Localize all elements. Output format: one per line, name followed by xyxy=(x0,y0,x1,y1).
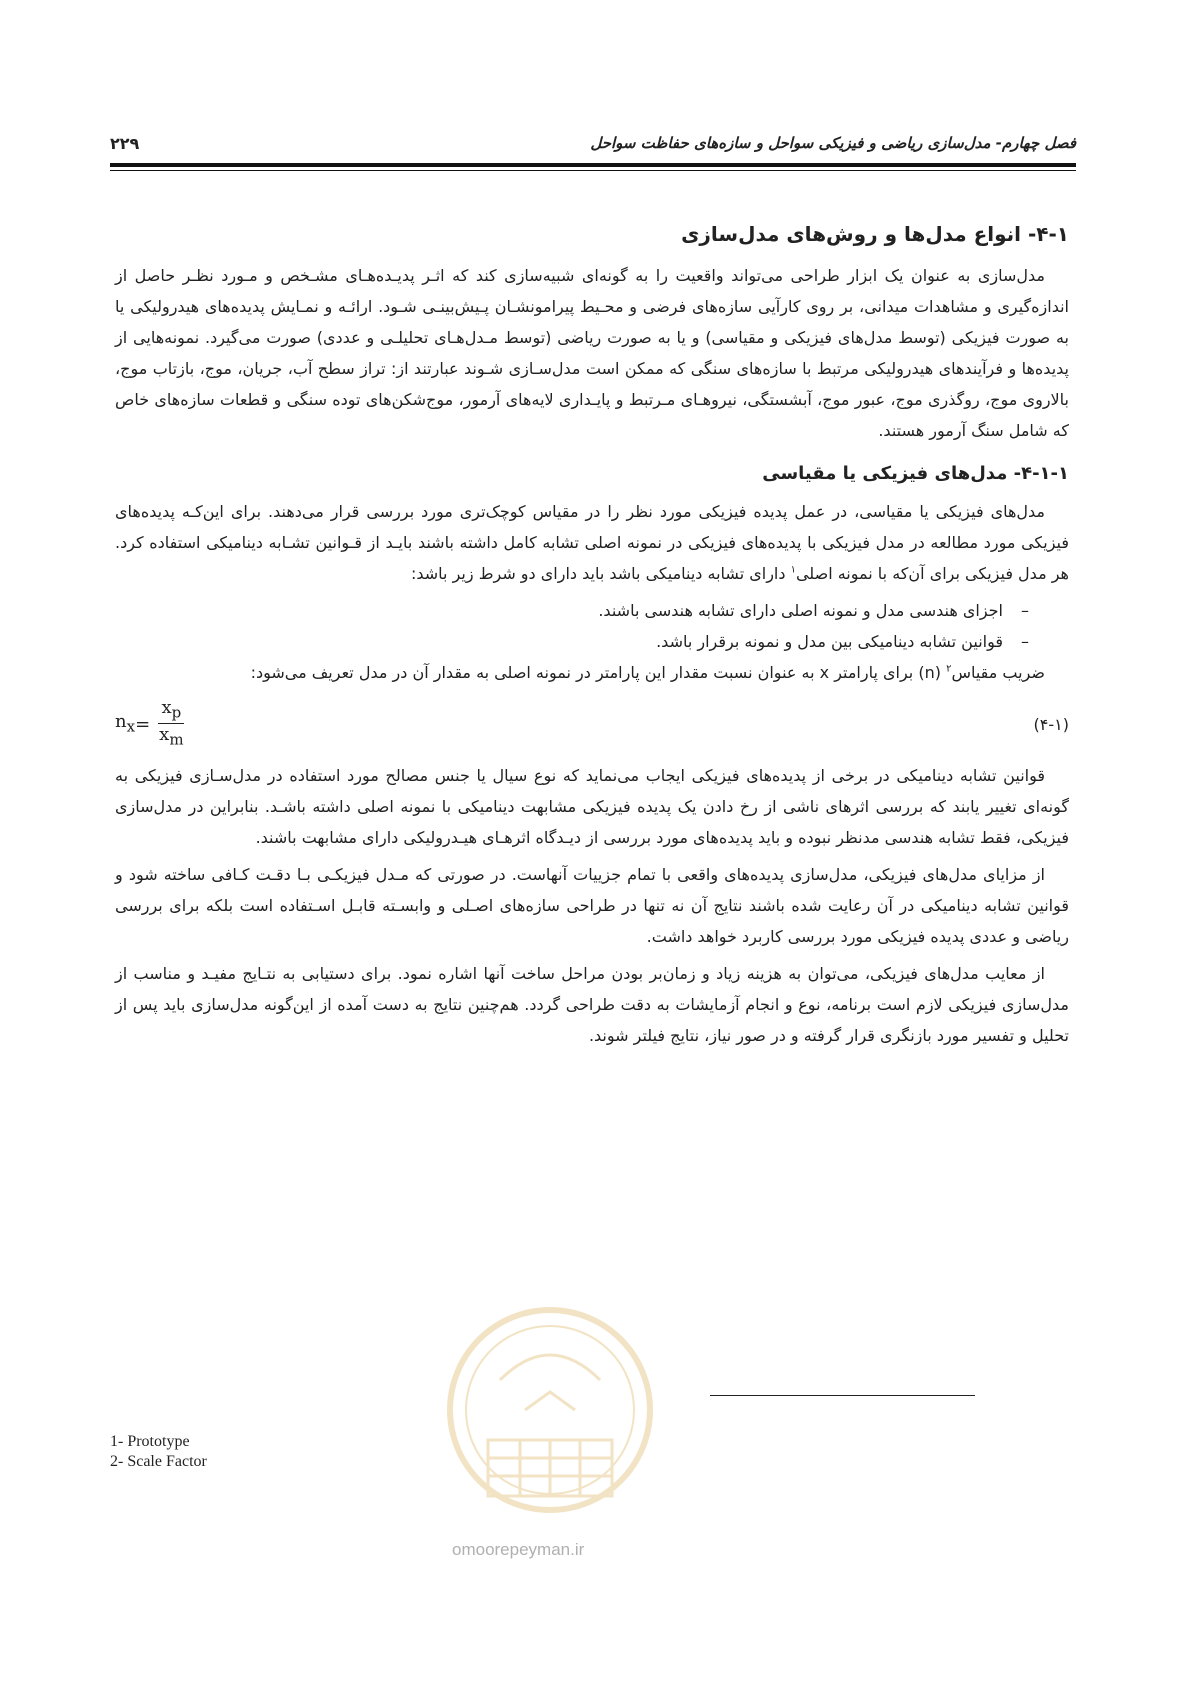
fraction-denominator: $x_m$ xyxy=(159,723,184,749)
watermark-logo xyxy=(440,1300,660,1520)
fraction xyxy=(156,698,186,750)
list-item-text: اجزای هندسی مدل و نمونه اصلی دارای تشابه هندسی باشند. xyxy=(598,601,1003,620)
paragraph-3: قوانین تشابه دینامیکی در برخی از پدیده‌های فیزیکی ایجاب می‌نماید که نوع سیال یا جنس مصالح مورد استفاده در مدل‌سـازی فیزیکی به گونه‌ای تغییر یابند که بررسی اثرهای ناشی از رخ دادن یک پدیده فیزیکی مشابهت دینامیکی با نمونه اصلی داشته باشـد. بنابراین در مدل‌سازی فیزیکی، فقط تشابه هندسی مدنظر نبوده و باید پدیده‌های مورد بررسی از دیـدگاه اثرهـای هیـدرولیکی دارای مشابهت باشند. xyxy=(115,766,1069,847)
footnotes xyxy=(110,1432,207,1472)
section-heading: ۴-۱- انواع مدل‌ها و روش‌های مدل‌سازی xyxy=(681,222,1069,246)
list-item-text: قوانین تشابه دینامیکی بین مدل و نمونه برقرار باشد. xyxy=(656,632,1003,651)
equation-number: (۴-۱) xyxy=(1033,714,1069,734)
equation-lhs: $n_x$ xyxy=(115,710,136,736)
dash-bullet: – xyxy=(1021,632,1029,651)
footnote-ref-2: ۲ xyxy=(946,663,952,675)
paragraph-2 xyxy=(115,657,1069,688)
paragraph-2-text-b: (n) برای پارامتر x به عنوان نسبت مقدار این پارامتر در نمونه اصلی به مقدار آن در مدل تعریف می‌شود: xyxy=(250,663,947,682)
page-body xyxy=(115,220,1069,1057)
paragraph-2-text-a: ضریب مقیاس xyxy=(951,663,1045,682)
paragraph-4: از مزایای مدل‌های فیزیکی، مدل‌سازی پدیده‌های واقعی با تمام جزییات آنهاست. در صورتی که مـدل فیزیکـی بـا دقـت کـافی ساخته شود و قوانین تشابه دینامیکی در آن رعایت شده باشند نتایج آن نه تنها در طراحی سازه‌های اصـلی و وابسـته قابـل اسـتفاده است بلکه برای بررسی ریاضی و عددی پدیده فیزیکی مورد بررسی کاربرد خواهد داشت. xyxy=(115,865,1069,946)
equation-row xyxy=(115,696,1069,749)
footnote-1: 1- Prototype xyxy=(110,1433,190,1450)
header-rule-thick xyxy=(110,163,1076,167)
list-item xyxy=(115,626,1029,657)
running-header xyxy=(110,130,1076,156)
fraction-numerator: $x_p$ xyxy=(158,698,184,724)
footnote-2: 2- Scale Factor xyxy=(110,1453,207,1470)
dash-bullet: – xyxy=(1021,601,1029,620)
condition-list xyxy=(115,595,1069,657)
equals-sign: = xyxy=(135,713,151,735)
paragraph-1-text-a: مدل‌های فیزیکی یا مقیاسی، در عمل پدیده فیزیکی مورد نظر را در مقیاس کوچک‌تری مورد بررسی قرار می‌دهند. برای این‌کـه پدیده‌های فیزیکی مورد مطالعه در مدل فیزیکی با پدیده‌های فیزیکی در نمونه اصلی تشابه کامل داشته باشند بایـد از قـوانین تشـابه دینامیکی استفاده کرد. هر مدل فیزیکی برای آن‌که با نمونه اصلی xyxy=(115,502,1069,583)
list-item xyxy=(115,595,1029,626)
equation xyxy=(115,698,187,750)
footnote-rule xyxy=(710,1395,975,1396)
paragraph-1 xyxy=(115,496,1069,589)
watermark-site: omoorepeyman.ir xyxy=(452,1540,585,1559)
footnote-ref-1: ۱ xyxy=(790,564,796,576)
paragraph-1-text-b: دارای تشابه دینامیکی باشد باید دارای دو شرط زیر باشد: xyxy=(410,564,791,583)
page-number: ۲۲۹ xyxy=(110,133,140,153)
section-paragraph: مدل‌سازی به عنوان یک ابزار طراحی می‌تواند واقعیت را به گونه‌ای شبیه‌سازی کند که اثـر پدیـده‌هـای مشـخص و مـورد نظـر حاصل از اندازه‌گیری و مشاهدات میدانی، بر روی کارآیی سازه‌های فرضی و محـیط پیرامونشـان پـیش‌بینـی شـود. ارائـه و نمـایش پدیده‌های هیدرولیکی یا به صورت فیزیکی (توسط مدل‌های فیزیکی و مقیاسی) و یا به صورت ریاضی (توسط مـدل‌هـای تحلیلـی و عددی) صورت می‌گیرد. نمونه‌هایی از پدیده‌ها و فرآیندهای هیدرولیکی مرتبط با سازه‌های سنگی که ممکن است مدل‌سـازی شـوند عبارتند از: تراز سطح آب، جریان، موج، بازتاب موج، بالاروی موج، روگذری موج، عبور موج، آبشستگی، نیروهـای مـرتبط و پایـداری لایه‌های آرمور، موج‌شکن‌های توده سنگی و قطعات سازه‌های خاص که شامل سنگ آرمور هستند. xyxy=(115,266,1069,440)
header-rule-thin xyxy=(110,170,1076,171)
paragraph-5: از معایب مدل‌های فیزیکی، می‌توان به هزینه زیاد و زمان‌بر بودن مراحل ساخت آنها اشاره نمود. برای دستیابی به نتـایج مفیـد و مناسب از مدل‌سازی فیزیکی لازم است برنامه، نوع و انجام آزمایشات به دقت طراحی گردد. هم‌چنین نتایج به دست آمده از این‌گونه مدل‌سازی باید پس از تحلیل و تفسیر مورد بازنگری قرار گرفته و در صور نیاز، نتایج فیلتر شوند. xyxy=(115,964,1069,1045)
running-title: فصل چهارم- مدل‌سازی ریاضی و فیزیکی سواحل و سازه‌های حفاظت سواحل xyxy=(590,134,1076,152)
subsection-heading: ۴-۱-۱- مدل‌های فیزیکی یا مقیاسی xyxy=(762,463,1069,484)
